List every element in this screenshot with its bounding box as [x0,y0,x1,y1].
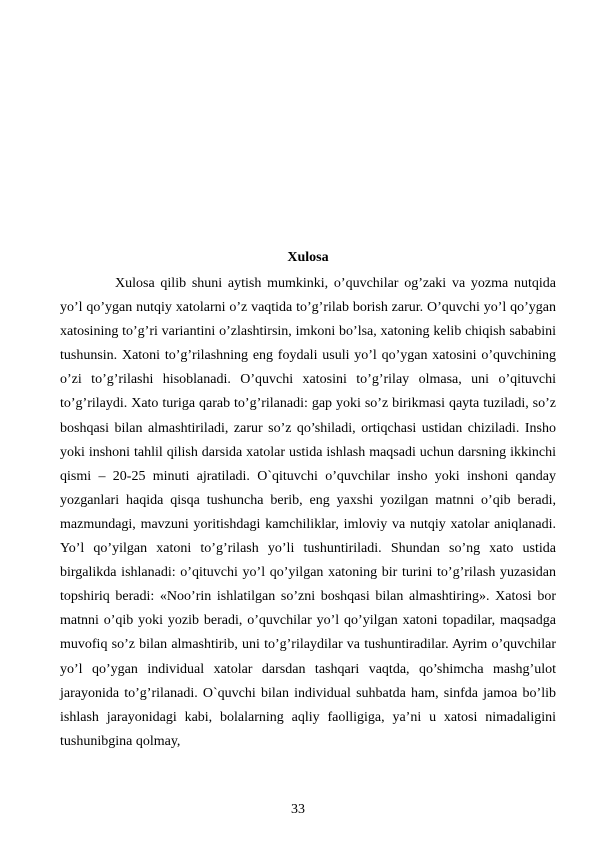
page-number: 33 [291,802,305,817]
section-title: Xulosa [287,250,329,265]
body-paragraph: Xulosa qilib shuni aytish mumkinki, o’quvchilar og’zaki va yozma nutqida yo’l qo’ygan nutqiy xatolarni o’z vaqtida to’g’rilab borish zarur. O’quvchi yo’l qo’ygan xatosining to’g’ri variantini o’zlashtirsin, imkoni bo’lsa, xatoning kelib chiqish sababini tushunsin. Xatoni to’g’rilashning eng foydali usuli yo’l qo’ygan xatosini o’quvchining o’zi to’g’rilashi hisoblanadi. O’quvchi xatosini to’g’rilay olmasa, uni o’qituvchi to’g’rilaydi. Xato turiga qarab to’g’rilanadi: gap yoki so’z birikmasi qayta tuziladi, so’z boshqasi bilan almashtiriladi, zarur so’z qo’shiladi, ortiqchasi ustidan chiziladi. Insho yoki inshoni tahlil qilish darsida xatolar ustida ishlash maqsadi uchun darsning ikkinchi qismi – 20-25 minuti ajratiladi. O`qituvchi o’quvchilar insho yoki inshoni qanday yozganlari haqida qisqa tushuncha berib, eng yaxshi yozilgan matnni o’qib beradi, mazmundagi, mavzuni yoritishdagi kamchiliklar, imloviy va nutqiy xatolar aniqlanadi. Yo’l qo’yilgan xatoni to’g’rilash yo’li tushuntiriladi. Shundan so’ng xato ustida birgalikda ishlanadi: o’qituvchi yo’l qo’yilgan xatoning bir turini to’g’rilash yuzasidan topshiriq beradi: «Noo’rin ishlatilgan so’zni boshqasi bilan almashtiring». Xatosi bor matnni o’qib yoki yozib beradi, o’quvchilar yo’l qo’yilgan xatoni topadilar, maqsadga muvofiq so’z bilan almashtirib, uni to’g’rilaydilar va tushuntiradilar. Ayrim o’quvchilar yo’l qo’ygan individual xatolar darsdan tashqari vaqtda, qo’shimcha mashg’ulot jarayonida to’g’rilanadi. O`quvchi bilan individual suhbatda ham, sinfda jamoa bo’lib ishlash jarayonidagi kabi, bolalarning aqliy faolligiga, ya’ni u xatosi nimadaligini tushunibgina qolmay, [60,276,556,749]
